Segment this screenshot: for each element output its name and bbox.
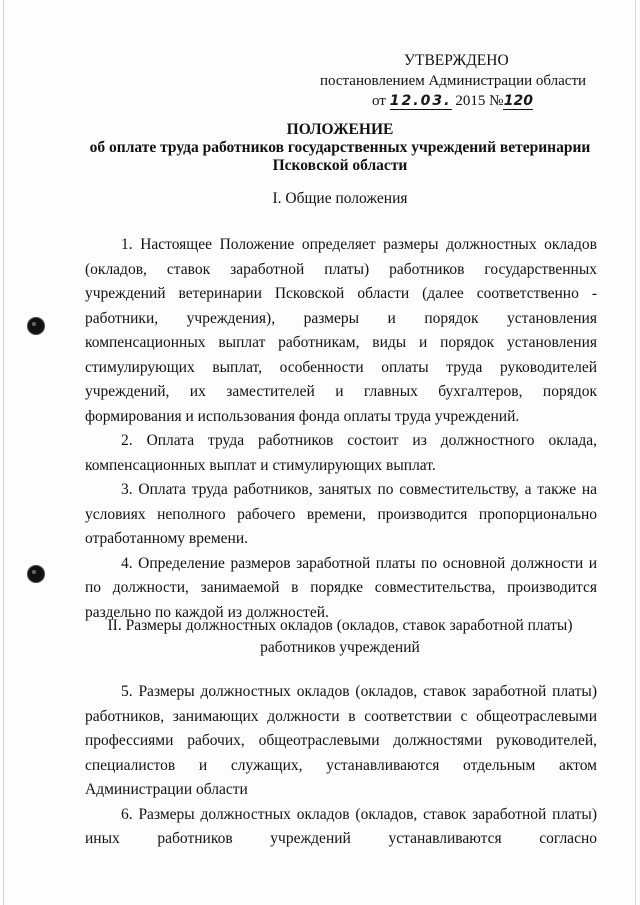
date-prefix: от xyxy=(372,93,386,109)
scan-edge-left xyxy=(3,0,4,905)
paragraph-1: 1. Настоящее Положение определяет размеры должностных окладов (окладов, ставок заработной платы) работников государственных учреждений ветеринарии Псковской области (далее соответственно - работники, учреждения), размеры и порядок установления компенсационных выплат работникам, виды и порядок установления стимулирующих выплат, особенности оплаты труда руководителей учреждений, их заместителей и главных бухгалтеров, порядок формирования и использования фонда оплаты труда учреждений. xyxy=(85,236,597,425)
paragraph-2: 2. Оплата труда работников состоит из должностного оклада, компенсационных выплат и стимулирующих выплат. xyxy=(85,432,597,474)
document-subtitle-line2: Псковской области xyxy=(272,157,408,174)
section-heading-salaries-line1: II. Размеры должностных окладов (окладов, ставок заработной платы) xyxy=(107,617,573,634)
paragraph-6: 6. Размеры должностных окладов (окладов, ставок заработной платы) иных работников учреждений устанавливаются согласно xyxy=(85,805,597,847)
approval-stamp-block xyxy=(318,51,608,111)
approval-date-line xyxy=(318,91,608,111)
punch-hole-icon xyxy=(28,318,44,334)
section2-body xyxy=(85,680,597,852)
handwritten-number: 120 xyxy=(503,93,534,109)
approval-title: УТВЕРЖДЕНО xyxy=(404,52,509,69)
paragraph-3: 3. Оплата труда работников, занятых по совместительству, а также на условиях неполного рабочего времени, производится пропорционально отработанному времени. xyxy=(85,481,597,547)
year-label: 2015 № xyxy=(455,93,504,109)
document-subtitle-line1: об оплате труда работников государственных учреждений ветеринарии xyxy=(89,139,591,156)
paragraph-5: 5. Размеры должностных окладов (окладов, ставок заработной платы) работников, занимающих должности в соответствии с общеотраслевыми профессиями рабочих, общеотраслевыми должностями руководителей, специалистов и служащих, устанавливаются отдельным актом Администрации области xyxy=(85,683,597,798)
document-title: ПОЛОЖЕНИЕ xyxy=(286,121,394,138)
punch-hole-icon xyxy=(28,566,44,582)
handwritten-date: 12.03. xyxy=(389,93,452,109)
paragraph-4: 4. Определение размеров заработной платы по основной должности и по должности, занимаемой в порядке совместительства, производится раздельно по каждой из должностей. xyxy=(85,554,597,621)
section-heading-salaries-line2: работников учреждений xyxy=(260,639,420,656)
section1-body xyxy=(85,233,597,625)
approval-resolution: постановлением Администрации области xyxy=(320,73,587,89)
section-heading-general: I. Общие положения xyxy=(272,190,408,207)
